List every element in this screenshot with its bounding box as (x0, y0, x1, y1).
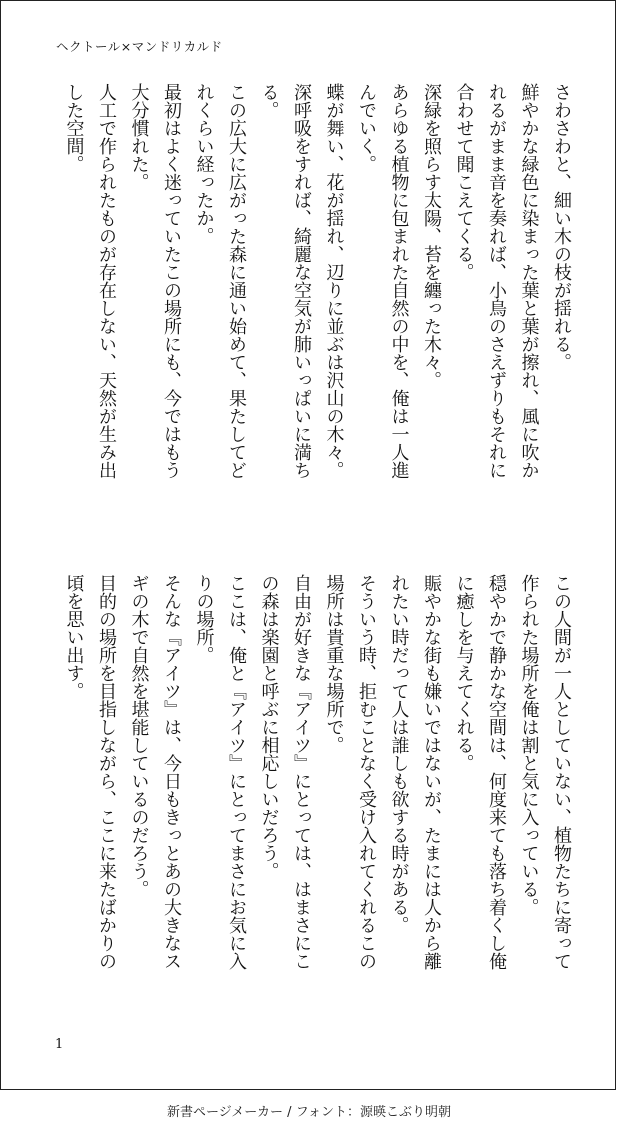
text-column: 場所は貴重な場所で。 (323, 574, 345, 754)
text-column: る。 (258, 83, 280, 119)
lower-text-block (57, 574, 577, 1014)
text-column: 深呼吸をすれば、綺麗な空気が肺いっぱいに満ち (291, 83, 312, 479)
footer-credit: 新書ページメーカー / フォント：源暎こぶり明朝 (166, 1105, 452, 1120)
text-column: 合わせて聞こえてくる。 (453, 83, 475, 281)
text-column: 頃を思い出す。 (63, 574, 85, 700)
text-column: 作られた場所を俺は割と気に入っている。 (518, 574, 540, 916)
text-column: 自由が好きな『アイツ』にとっては、はまさにこ (291, 574, 312, 970)
text-column: した空間。 (63, 83, 85, 173)
text-column: 蝶が舞い、花が揺れ、辺りに並ぶは沢山の木々。 (323, 83, 345, 479)
text-column: ギの木で自然を堪能しているのだろう。 (128, 574, 150, 898)
text-column: 目的の場所を目指しながら、ここに来たばかりの (96, 574, 117, 970)
text-column: りの場所。 (193, 574, 215, 664)
text-column: んでいく。 (356, 83, 377, 173)
text-column: ここは、俺と『アイツ』にとってまさにお気に入 (226, 574, 247, 970)
text-column: 深緑を照らす太陽、苔を纏った木々。 (421, 83, 442, 389)
text-column: 穏やかで静かな空間は、何度来ても落ち着くし俺 (486, 574, 507, 970)
text-column: れるがまま音を奏れば、小鳥のさえずりもそれに (486, 83, 507, 479)
text-column: 人工で作られたものが存在しない、天然が生み出 (96, 83, 117, 479)
upper-text-block (57, 83, 577, 523)
text-column: 鮮やかな緑色に染まった葉と葉が擦れ、風に吹か (518, 83, 540, 479)
text-column: 賑やかな街も嫌いではないが、たまには人から離 (421, 574, 442, 970)
text-column: れたい時だって人は誰しも欲する時がある。 (388, 574, 410, 934)
text-column: そういう時、拒むことなく受け入れてくれるこの (356, 574, 377, 970)
text-column: そんな『アイツ』は、今日もきっとあの大きなス (161, 574, 182, 970)
text-column: さわさわと、細い木の枝が揺れる。 (551, 83, 572, 371)
text-column: れくらい経ったか。 (193, 83, 215, 245)
text-column: 大分慣れた。 (128, 83, 150, 191)
running-header-title: ヘクトール×マンドリカルド (56, 39, 223, 54)
text-column: の森は楽園と呼ぶに相応しいだろう。 (258, 574, 280, 880)
text-column: に癒しを与えてくれる。 (453, 574, 475, 772)
text-column: この人間が一人としていない、植物たちに寄って (551, 574, 572, 970)
page-number: 1 (55, 1037, 64, 1052)
text-column: あらゆる植物に包まれた自然の中を、俺は一人進 (388, 83, 410, 479)
text-column: この広大に広がった森に通い始めて、果たしてど (226, 83, 247, 479)
text-column: 最初はよく迷っていたこの場所にも、今ではもう (161, 83, 182, 479)
